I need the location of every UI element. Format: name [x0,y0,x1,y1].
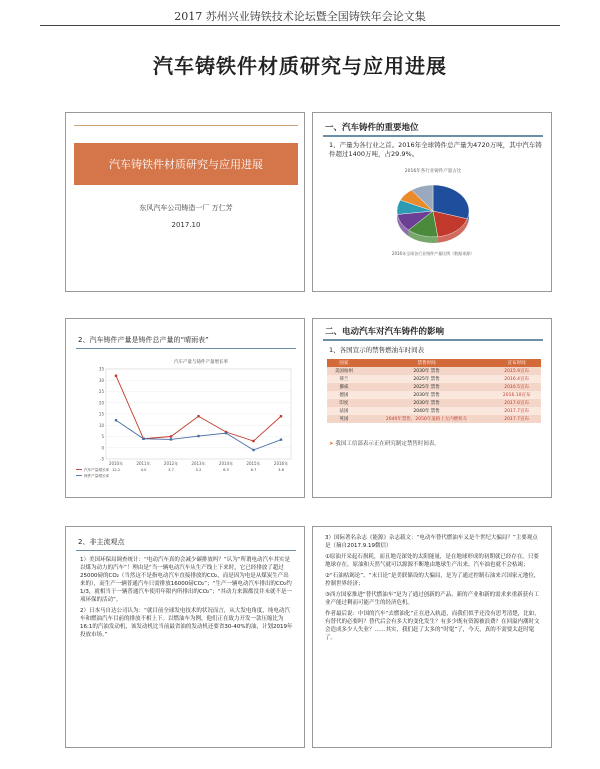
slide-text [80,557,294,643]
slide-heading: 二、电动汽车对汽车铸件的影响 [325,327,445,337]
table-cell: 2017.7宣布 [492,407,541,415]
table-cell: 2030年 禁售 [361,367,492,375]
paragraph: 作者最后说：中国的汽车“去燃油化”正在进入轨道，而我们似乎还没有思考清楚，比如，有替代的必要吗？替代后会有多大的变化发生？有多少既有资源被浪费？在回溢内潮时文会造成多少人失业？……其实，我们赶了太多的“时髦”了，今天，真的不需要太赶时髦了。 [325,610,540,641]
table-row [327,391,541,399]
data-table-cell: 4.0 [140,468,147,472]
slide-top-rule [74,125,298,126]
slide-alternative-views [65,526,305,748]
slide-text [325,535,543,646]
data-point [280,438,282,440]
note-text: 我国工信部表示正在研究制定禁售时间表。 [335,441,440,447]
data-point [170,438,172,440]
data-point [170,435,172,437]
slide-author: 东风汽车公司铸造一厂 万仁芳 [139,204,233,212]
slide-growth-chart [65,318,305,498]
table-cell: 英国 [327,415,361,423]
data-point [252,449,254,451]
data-point [252,440,254,442]
table-row [327,399,541,407]
data-point [280,415,282,417]
slide-title-banner: 汽车铸铁件材质研究与应用进展 [74,143,298,185]
slide-subheading: 1、各国宣示的禁售燃油车时间表 [329,346,425,354]
table-cell: 美国加州 [327,367,361,375]
table-row [327,415,541,423]
table-cell: 2015.9宣布 [492,367,541,375]
paper-title: 汽车铸铁件材质研究与应用进展 [153,54,447,78]
paragraph: ①原油开采起石损耗，而且地壳深处的太阳能量，是在地球形成的初期就已经存在。只要地球存在，原油和天然气就可以源源不断地由地球生产出来，汽车油也就不会枯竭； [325,553,539,568]
slide-title [65,112,305,292]
table-cell: 荷兰 [327,375,361,383]
paragraph: 3）国际著名杂志《能源》杂志载文：“电动车替代燃油车又是个世纪大骗局？”主要观点是（摘自2017.9.19微信） [325,535,538,549]
x-tick-label: 2016年 [273,461,289,466]
y-tick-label: 15 [98,411,104,417]
table-cell: 2040年禁售，2050年道路上无内燃机车 [361,415,492,423]
y-tick-label: 10 [98,422,104,428]
legend-entry: 汽车产量增长率 [84,468,110,472]
table-cell: 印度 [327,399,361,407]
paragraph: ②“石油枯竭论”、“末日论”是美联储设的大骗局，是为了通过控制石油来兴国家元地位，控制世界经济； [325,572,540,587]
table-cell: 2040年 禁售 [361,407,492,415]
data-table-cell: 12.2 [111,468,121,472]
legend-entry: 铸件产量增长率 [84,474,110,478]
table-cell: 德国 [327,391,361,399]
table-cell: 2030年 禁售 [361,391,492,399]
table-row [327,383,541,391]
y-tick-label: 20 [98,400,104,406]
y-tick-label: 25 [98,389,104,394]
data-point [142,438,144,440]
slide-casting-importance [312,112,552,292]
table-cell: 2016.10宣布 [492,391,541,399]
header-rule [40,25,560,26]
paragraph: 1）美国环保局调查统计：“电动汽车真的会减少碳排放吗？”认为“所谓电动汽车其实是以煤为动力的汽车”！理由是“当一辆电动汽车从生产线上下来时，它已经排放了超过25000磅的CO₂（当然这不是指电动汽车直接排放的CO₂，而是因为电是从煤炭生产出来的），而生产一辆普通汽车只需排放16000磅CO₂”；“生产一辆电动汽车排出的CO₂约1/3，就相当于一辆普通汽车使用年限内所排出的CO₂”；“其动力来源都没并未就不是一项环保的活动”。 [80,557,292,603]
x-tick-label: 2011年 [136,461,151,466]
series-line [116,376,281,441]
table-cell: 2017.7宣布 [492,415,541,423]
data-table-cell: 3.7 [168,468,174,472]
slide-date: 2017.10 [171,221,201,229]
paragraph: 2）日本马自达公司认为：“就目前全球发电技术的状况而言，从大发电角度，纯电动汽车和燃油汽车目前的排放不相上下。以燃油车为例，他们正在致力开发一款压缩比为16:1的汽油发动机，该发动机比当前最省油的发动机还要省30-40%的油，计划2019年投放市场。” [80,607,293,638]
bullet-triangle-icon: ➤ [329,441,336,447]
table-cell: 2025年 禁售 [361,383,492,391]
y-tick-label: 35 [98,366,104,372]
ban-timeline-table [327,359,541,423]
slide-heading: 一、汽车铸件的重要地位 [325,123,419,133]
slide-energy-article [312,526,552,748]
slide-heading: 2、非主流观点 [78,538,125,546]
data-point [115,375,117,377]
pie-chart [313,113,552,292]
table-header-cell: 国家 [327,359,361,367]
y-tick-label: -5 [100,456,104,462]
table-cell: 2017.6宣布 [492,399,541,407]
data-point [115,419,117,421]
data-point [197,435,199,437]
table-header-row [327,359,541,367]
line-chart [66,319,305,498]
y-tick-label: 30 [98,377,104,383]
table-row [327,375,541,383]
slide-note [329,439,440,447]
x-tick-label: 2013年 [191,461,206,466]
chart-title: 汽车产量与铸件产量增长率 [174,360,228,365]
pie-chart-footer: 2016年全球各行业铸件产量比例（数据来源） [391,251,475,256]
x-tick-label: 2015年 [246,461,261,466]
y-tick-label: 0 [101,445,104,451]
table-header-cell: 宣布时间 [492,359,541,367]
table-cell: 2016.5宣布 [492,383,541,391]
slide-ev-impact [312,318,552,498]
slide-body: 1、产量为各行业之首。2016年全球铸件总产量为4720万吨，其中汽车铸件超过1400万吨，占29.9%。 [329,141,542,159]
y-tick-label: 5 [101,434,104,439]
paragraph: ③西方国家推进“替代燃油车”是为了通过创新的产品、新的产业和新的需求来重新获有工业产能过剩而可能产生的经济危机。 [325,591,540,606]
x-tick-label: 2014年 [218,461,234,466]
heading-rule [323,339,543,341]
table-header-cell: 禁售时间 [361,359,492,367]
x-tick-label: 2012年 [163,461,179,466]
table-cell: 2016.4宣布 [492,375,541,383]
slide-heading: 2、汽车铸件产量是铸件总产量的“晴雨表” [78,336,209,344]
data-point [197,415,199,417]
heading-rule [76,550,296,551]
data-table-cell: 3.6 [278,468,284,472]
data-table-cell: 6.7 [250,468,257,472]
table-cell: 2025年 禁售 [361,375,492,383]
x-tick-label: 2010年 [108,461,124,466]
data-point [225,432,227,434]
data-table-cell: 5.2 [195,468,202,472]
table-row [327,367,541,375]
table-cell: 2030年 禁售 [361,399,492,407]
table-cell: 法国 [327,407,361,415]
data-table-cell: 6.5 [223,468,229,472]
running-header: 2017 苏州兴业铸铁技术论坛暨全国铸铁年会论文集 [174,10,426,23]
pie-chart-title: 2016年各行业铸件产量占比 [404,169,462,174]
table-row [327,407,541,415]
table-cell: 挪威 [327,383,361,391]
